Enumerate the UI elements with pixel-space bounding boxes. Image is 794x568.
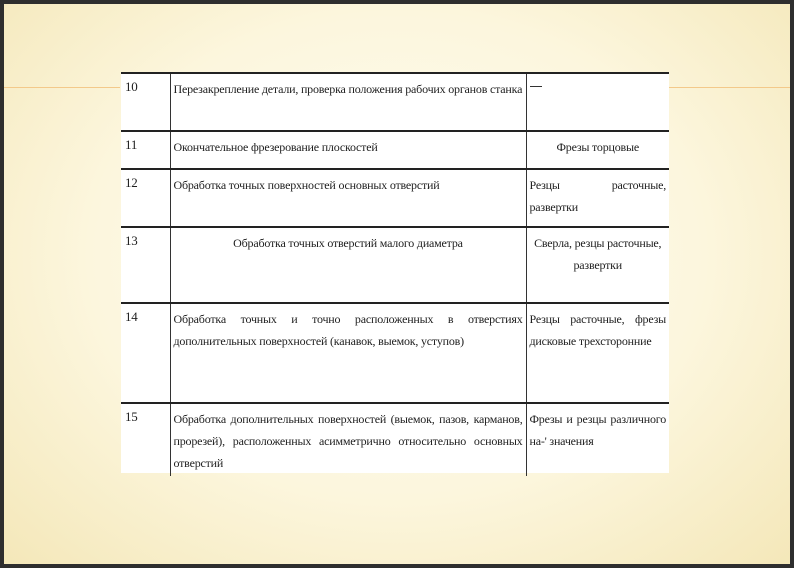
operations-table bbox=[121, 72, 669, 473]
row-number: 12 bbox=[125, 175, 138, 190]
operation-description: Обработка дополнительных поверхностей (выемок, пазов, карманов, прорезей), расположенных асимметрично относительно основных отверстий bbox=[170, 403, 526, 476]
table-row bbox=[121, 169, 669, 227]
table-row bbox=[121, 227, 669, 303]
operation-description: Обработка точных поверхностей основных отверстий bbox=[170, 169, 526, 227]
table-row bbox=[121, 73, 669, 131]
tool-cell: Резцы расточные, развертки bbox=[526, 169, 669, 227]
operation-description: Окончательное фрезерование плоскостей bbox=[170, 131, 526, 169]
empty-dash bbox=[530, 86, 542, 87]
row-number: 10 bbox=[125, 79, 138, 94]
table-row bbox=[121, 403, 669, 476]
operation-description: Обработка точных и точно расположенных в отверстиях дополнительных поверхностей (канавок, выемок, уступов) bbox=[170, 303, 526, 403]
tool-cell bbox=[526, 73, 669, 131]
decorative-rule-right bbox=[668, 87, 790, 88]
row-number: 11 bbox=[125, 137, 138, 152]
tool-cell: Сверла, резцы расточные, развертки bbox=[526, 227, 669, 303]
tool-cell: Резцы расточные, фрезы дисковые трехсторонние bbox=[526, 303, 669, 403]
tool-cell: Фрезы и резцы различного на-' значения bbox=[526, 403, 669, 476]
tool-cell: Фрезы торцовые bbox=[526, 131, 669, 169]
table-row bbox=[121, 131, 669, 169]
row-number: 13 bbox=[125, 233, 138, 248]
operation-description: Обработка точных отверстий малого диаметра bbox=[170, 227, 526, 303]
row-number: 14 bbox=[125, 309, 138, 324]
operation-description: Перезакрепление детали, проверка положения рабочих органов станка bbox=[170, 73, 526, 131]
row-number: 15 bbox=[125, 409, 138, 424]
decorative-rule-left bbox=[4, 87, 120, 88]
table-row bbox=[121, 303, 669, 403]
